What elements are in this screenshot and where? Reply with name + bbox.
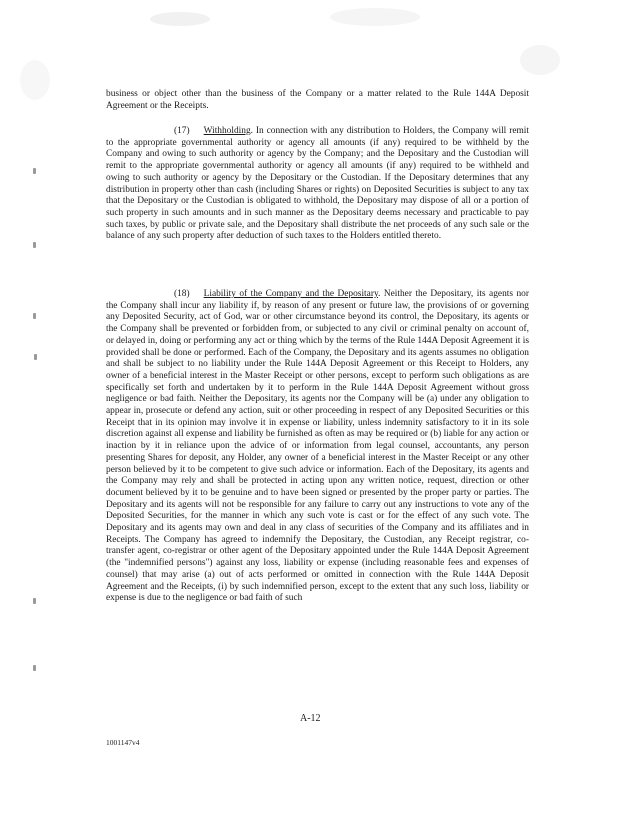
section-17-withholding — [106, 126, 529, 243]
page-number: A-12 — [300, 713, 321, 724]
scan-speckle — [520, 45, 560, 75]
scan-speckle — [150, 12, 210, 26]
document-id: 1001147v4 — [106, 738, 140, 747]
section-number: (17) — [174, 126, 190, 136]
section-text: . In connection with any distribution to Holders, the Company will remit to the appropriate governmental authority or agency all amounts (if any) required to be withheld by the Company and owing to such authority or agency by the Company; and the Depositary and the Custodian will remit to the appropriate governmental authority or agency all amounts (if any) required to be withheld and owing to such authority or agency by the Depositary or the Custodian. If the Depositary determines that any distribution in property other than cash (including Shares or rights) on Deposited Securities is subject to any tax that the Depositary or the Custodian is obligated to withhold, the Depositary may dispose of all or a portion of such property in such amounts and in such manner as the Depositary deems necessary and practicable to pay such taxes, by public or private sale, and the Depositary shall distribute the net proceeds of any such sale or the balance of any such property after deduction of such taxes to the Holders entitled thereto. — [106, 126, 529, 242]
margin-mark — [34, 354, 37, 360]
scan-speckle — [330, 8, 420, 26]
section-heading: Liability of the Company and the Depositary — [203, 289, 379, 299]
section-text: . Neither the Depositary, its agents nor the Company shall incur any liability if, by reason of any present or future law, the provisions of or governing any Deposited Security, act of God, war or other circumstance beyond its control, the Depositary, its agents or the Company shall be prevented or forbidden from, or subjected to any civil or criminal penalty on account of, or delayed in, doing or performing any act or thing which by the terms of the Rule 144A Deposit Agreement it is provided shall be done or performed. Each of the Company, the Depositary and its agents assumes no obligation and shall be subject to no liability under the Rule 144A Deposit Agreement or this Receipt to Holders, any owner of a beneficial interest in the Master Receipt or other persons, except to perform such obligations as are specifically set forth and undertaken by it to perform in the Rule 144A Deposit Agreement without gross negligence or bad faith. Neither the Depositary, its agents nor the Company will be (a) under any obligation to appear in, prosecute or defend any action, suit or other proceeding in respect of any Deposited Securities or this Receipt that in its opinion may involve it in expense or liability, unless indemnity satisfactory to it in its sole discretion against all expense and liability be furnished as often as may be required or (b) liable for any action or inaction by it in reliance upon the advice of or information from legal counsel, accountants, any person presenting Shares for deposit, any Holder, any owner of a beneficial interest in the Master Receipt or any other person believed by it to be competent to give such advice or information. Each of the Depositary, its agents and the Company may rely and shall be protected in acting upon any written notice, request, direction or other document believed by it to be genuine and to have been signed or presented by the proper party or parties. The Depositary and its agents will not be responsible for any failure to carry out any instructions to vote any of the Deposited Securities, for the manner in which any such vote is cast or for the effect of any such vote. The Depositary and its agents may own and deal in any class of securities of the Company and its affiliates and in Receipts. The Company has agreed to indemnify the Depositary, the Custodian, any Receipt registrar, co-transfer agent, co-registrar or other agent of the Depositary appointed under the Rule 144A Deposit Agreement (the "indemnified persons") against any loss, liability or expense (including reasonable fees and expenses of counsel) that may arise (a) out of acts performed or omitted in connection with the Rule 144A Deposit Agreement and the Receipts, (i) by such indemnified person, except to the extent that any such loss, liability or expense is due to the negligence or bad faith of such — [106, 289, 529, 604]
margin-mark — [33, 598, 36, 604]
section-number: (18) — [174, 289, 190, 299]
section-18-liability — [106, 289, 529, 605]
margin-mark — [33, 313, 36, 319]
scan-speckle — [20, 60, 50, 100]
margin-mark — [33, 168, 36, 174]
margin-mark — [33, 242, 36, 248]
paragraph-continuation — [106, 89, 529, 112]
section-heading: Withholding — [203, 126, 251, 136]
margin-mark — [33, 665, 36, 671]
paragraph-text: business or object other than the business of the Company or a matter related to the Rule 144A Deposit Agreement or the Receipts. — [106, 89, 529, 111]
